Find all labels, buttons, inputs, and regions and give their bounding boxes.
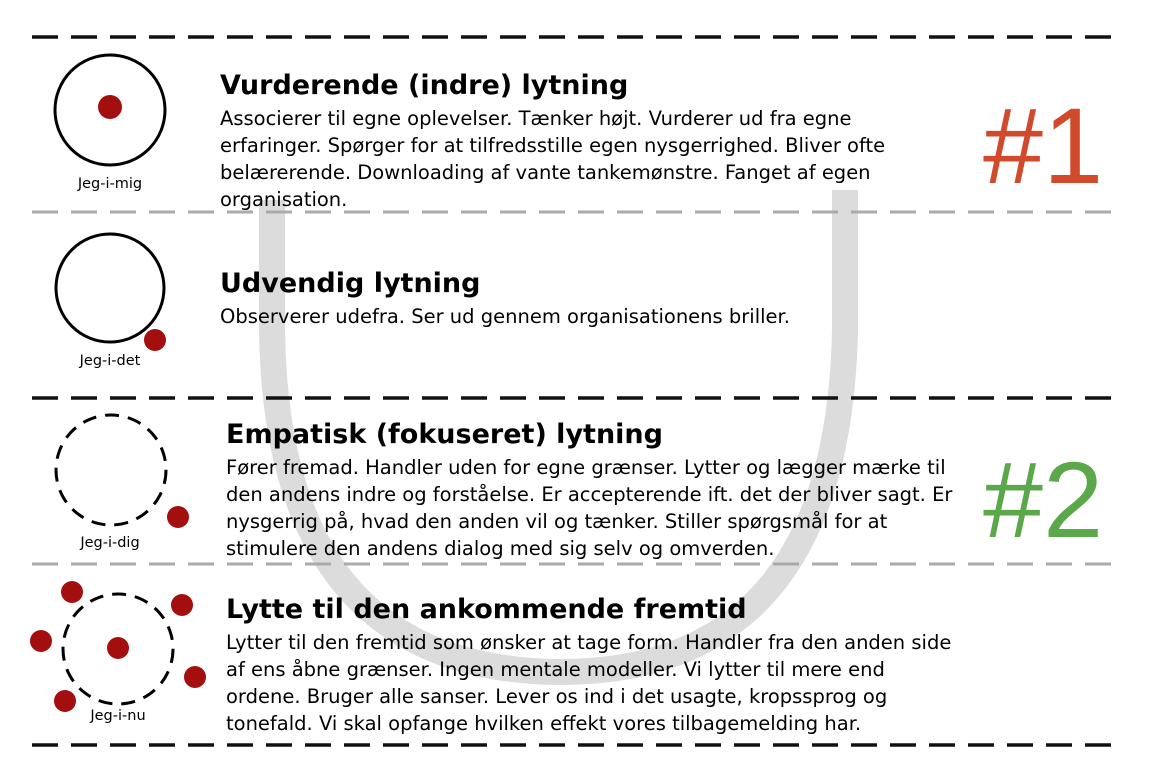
level-description-line: Lytter til den fremtid som ønsker at tage form. Handler fra den anden side bbox=[226, 631, 952, 654]
dashed-circle-many-dots-icon bbox=[20, 572, 210, 722]
level-description-line: Fører fremad. Handler uden for egne grænser. Lytter og lægger mærke til bbox=[226, 456, 946, 479]
level-description-line: Associerer til egne oplevelser. Tænker højt. Vurderer ud fra egne bbox=[220, 107, 852, 130]
level-description-line: nysgerrig på, hvad den anden vil og tænker. Stiller spørgsmål for at bbox=[226, 510, 888, 533]
group-number-1: #1 bbox=[983, 85, 1104, 206]
level-label: Jeg-i-mig bbox=[77, 176, 143, 192]
level-title: Vurderende (indre) lytning bbox=[220, 70, 629, 101]
group-number-2: #2 bbox=[983, 439, 1104, 560]
level-label: Jeg-i-dig bbox=[80, 535, 140, 551]
level-description-line: den andens indre og forståelse. Er accepterende ift. det der bliver sagt. Er bbox=[226, 483, 953, 506]
level-description-line: stimulere den andens dialog med sig selv og omverden. bbox=[226, 537, 775, 560]
level-description-line: belærerende. Downloading af vante tankemønstre. Fanget af egen bbox=[220, 161, 871, 184]
level-description-line: organisation. bbox=[220, 188, 348, 211]
level-title: Empatisk (fokuseret) lytning bbox=[226, 419, 663, 450]
level-description-line: af ens åbne grænser. Ingen mentale modeller. Vi lytter til mere end bbox=[226, 658, 885, 681]
level-description-line: Observerer udefra. Ser ud gennem organisationens briller. bbox=[220, 305, 790, 328]
level-label: Jeg-i-det bbox=[79, 353, 141, 369]
level-title: Lytte til den ankommende fremtid bbox=[226, 594, 747, 625]
level-title: Udvendig lytning bbox=[220, 268, 481, 299]
level-description-line: ordene. Bruger alle sanser. Lever os ind i det usagte, kropssprog og bbox=[226, 685, 888, 708]
level-description-line: tonefald. Vi skal opfange hvilken effekt vores tilbagemelding har. bbox=[226, 712, 862, 735]
level-description-line: erfaringer. Spørger for at tilfredsstille egen nysgerrighed. Bliver ofte bbox=[220, 134, 886, 157]
level-label: Jeg-i-nu bbox=[90, 708, 146, 724]
